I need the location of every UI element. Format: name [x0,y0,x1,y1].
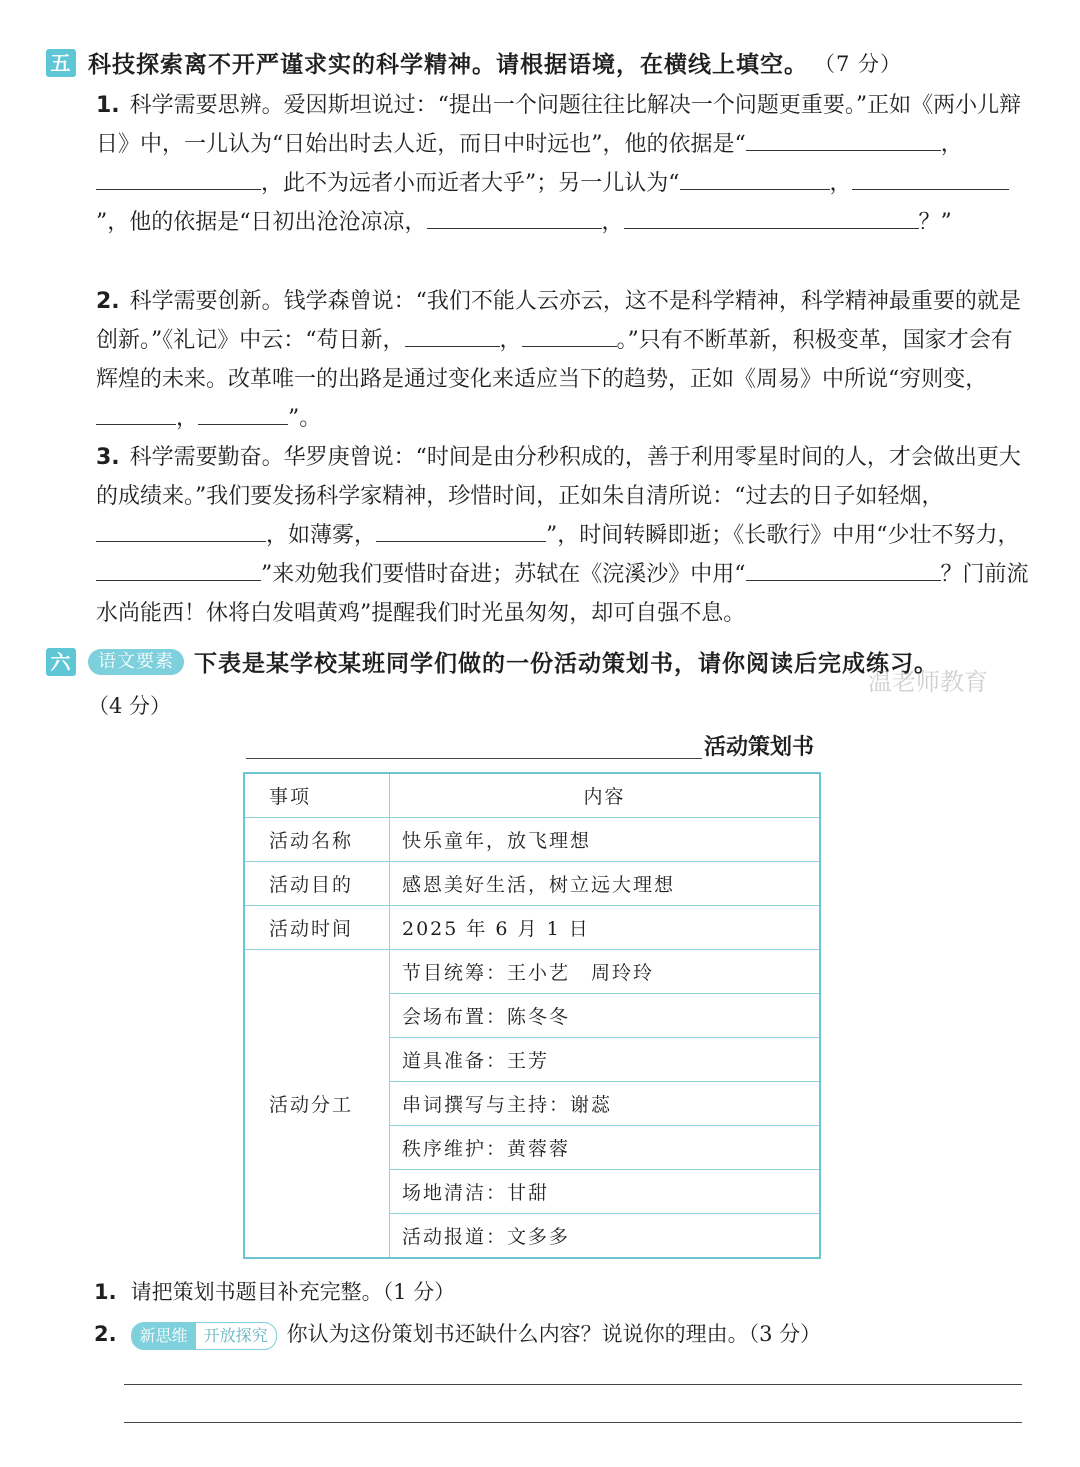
plan-title: 活动策划书 [704,735,815,760]
answer-line[interactable] [124,1422,1022,1423]
answer-line[interactable] [124,1384,1022,1385]
row-value: 活动报道：文多多 [390,1214,821,1259]
new-thinking-tag [131,1322,277,1350]
section-number-badge: 五 [46,49,76,77]
fill-blank[interactable] [746,556,896,581]
fill-blank[interactable] [914,165,1009,190]
question-3 [96,438,1030,633]
fill-blank[interactable] [96,165,261,190]
question-text: 科学需要创新。钱学森曾说：“我们不能人云亦云，这不是科学精神，科学精神最重要的就是创新。”《礼记》中云：“苟日新， [96,289,1021,353]
sub-question-1 [94,1276,455,1306]
fill-blank[interactable] [427,204,602,229]
question-text: ， [499,328,522,353]
row-label: 活动时间 [244,906,390,950]
sub-question-2 [94,1318,821,1350]
row-value: 秩序维护：黄蓉蓉 [390,1126,821,1170]
question-1 [96,86,1030,242]
table-header-row [244,773,820,818]
fill-blank[interactable] [96,556,261,581]
table-row [244,906,820,950]
fill-blank[interactable] [198,400,288,425]
row-value: 快乐童年，放飞理想 [390,818,821,862]
fill-blank[interactable] [376,517,546,542]
header-cell: 内容 [390,773,821,818]
question-number: 2. [96,289,120,314]
question-text: ？” [918,210,952,235]
tag-label: 开放探究 [203,1325,268,1345]
question-text: ”来劝勉我们要惜时奋进；苏轼在《浣溪沙》中用“ [261,562,746,587]
section-title: 科技探索离不开严谨求实的科学精神。请根据语境，在横线上填空。 [88,52,808,78]
table-row [244,950,820,994]
question-text: ”，时间转瞬即逝；《长歌行》中用“少壮不努力， [546,523,1020,548]
row-label: 活动分工 [244,950,390,1259]
row-value: 场地清洁：甘甜 [390,1170,821,1214]
watermark: 温老师教育 [868,668,988,696]
question-number: 1. [94,1280,117,1304]
fill-blank[interactable] [896,556,941,581]
fill-blank[interactable] [852,165,914,190]
row-value: 感恩美好生活，树立远大理想 [390,862,821,906]
fill-blank[interactable] [522,322,617,347]
question-text: ， [601,210,624,235]
fill-blank[interactable] [680,165,830,190]
question-text: 科学需要思辨。爱因斯坦说过：“提出一个问题往往比解决一个问题更重要。”正如《两小儿辩日》中，一儿认为“日始出时去人近，而日中时远也”，他的依据是“ [96,93,1022,157]
question-text: ， [940,132,963,157]
row-value: 节目统筹：王小艺 周玲玲 [390,950,821,994]
header-cell: 事项 [244,773,390,818]
row-value: 道具准备：王芳 [390,1038,821,1082]
section-score: （4 分） [88,694,172,718]
section-title: 下表是某学校某班同学们做的一份活动策划书，请你阅读后完成练习。 [194,651,938,677]
question-text: ”。 [288,406,322,431]
question-text: 你认为这份策划书还缺什么内容？说说你的理由。（3 分） [286,1322,822,1346]
section-number-badge: 六 [46,648,76,676]
fill-blank[interactable] [96,400,176,425]
question-text: ，如薄雾， [266,523,377,548]
question-number: 3. [96,445,120,470]
question-text: ”，他的依据是“日初出沧沧凉凉， [96,210,427,235]
section-6-heading [46,645,938,678]
question-text: 请把策划书题目补充完整。（1 分） [130,1280,456,1304]
fill-blank[interactable] [96,517,266,542]
section-5-heading [46,46,902,79]
fill-blank[interactable] [746,126,896,151]
question-text: ，此不为远者小而近者大乎”；另一儿认为“ [261,171,680,196]
question-text: ， [176,406,199,431]
language-element-tag: 语文要素 [88,649,184,675]
question-text: ， [829,171,852,196]
question-number: 2. [94,1322,117,1346]
section-score: （7 分） [814,51,903,76]
row-label: 活动目的 [244,862,390,906]
activity-plan-table [243,772,821,1259]
tag-label: 新思维 [132,1323,196,1349]
row-value: 串词撰写与主持：谢蕊 [390,1082,821,1126]
question-number: 1. [96,93,120,118]
question-text: 科学需要勤奋。华罗庚曾说：“时间是由分秒积成的，善于利用零星时间的人，才会做出更大的成绩来。”我们要发扬科学家精神，珍惜时间，正如朱自清所说：“过去的日子如轻烟， [96,445,1021,509]
fill-blank[interactable] [874,204,919,229]
fill-blank[interactable] [405,322,500,347]
row-value: 会场布置：陈冬冬 [390,994,821,1038]
row-label: 活动名称 [244,818,390,862]
table-row [244,818,820,862]
question-text: ？门前流水尚能西！休将白发唱黄鸡”提醒我们时光虽匆匆，却可自强不息。 [96,562,1029,626]
question-2 [96,282,1030,438]
fill-blank[interactable] [896,126,941,151]
question-text: 。”只有不断革新，积极变革，国家才会有辉煌的未来。改革唯一的出路是通过变化来适应当下的趋势，正如《周易》中所说“穷则变， [96,328,1013,392]
table-row [244,862,820,906]
fill-blank[interactable] [624,204,874,229]
row-value: 2025 年 6 月 1 日 [390,906,821,950]
plan-title-blank[interactable] [246,758,702,759]
